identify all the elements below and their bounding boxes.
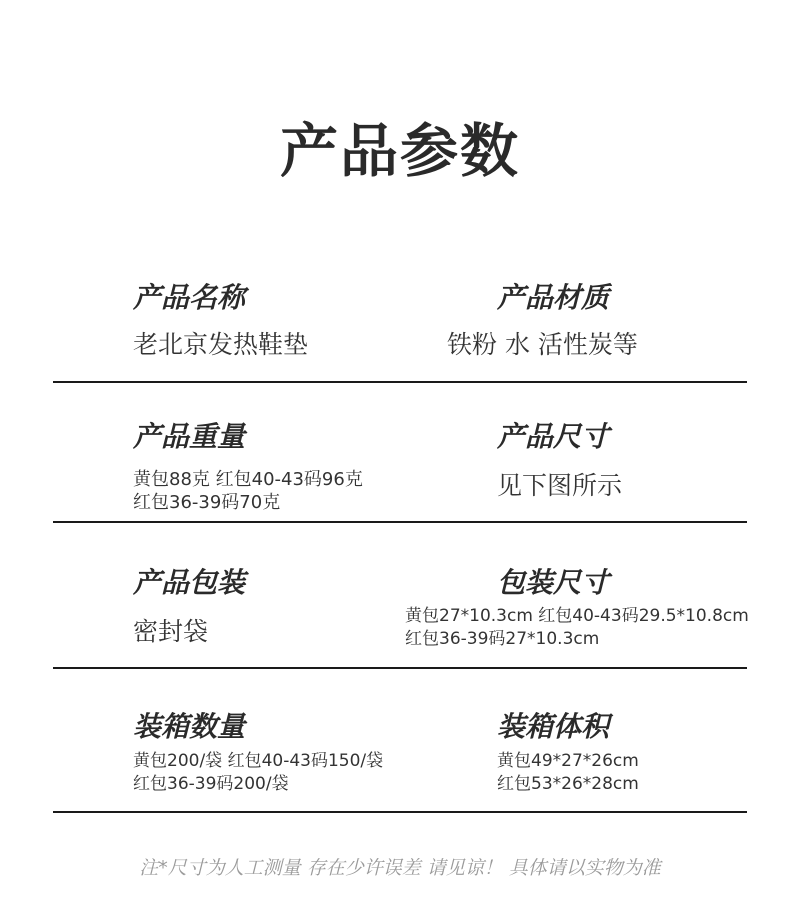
carton-quantity-label: 装箱数量	[133, 710, 246, 743]
row-divider	[53, 381, 747, 383]
product-size-value: 见下图所示	[497, 471, 623, 500]
carton-quantity-line-2: 红包36-39码200/袋	[133, 774, 289, 794]
row-divider	[53, 811, 747, 813]
carton-volume-line-1: 黄包49*27*26cm	[497, 751, 639, 771]
carton-quantity-line-1: 黄包200/袋 红包40-43码150/袋	[133, 751, 384, 771]
product-weight-line-1: 黄包88克 红包40-43码96克	[133, 469, 363, 490]
row-divider	[53, 667, 747, 669]
package-size-label: 包装尺寸	[497, 566, 610, 599]
product-name-value: 老北京发热鞋垫	[133, 330, 309, 359]
measurement-disclaimer: 注*尺寸为人工测量 存在少许误差 请见谅！ 具体请以实物为准	[139, 857, 661, 879]
product-packaging-label: 产品包装	[133, 566, 246, 599]
product-material-label: 产品材质	[497, 281, 610, 314]
row-divider	[53, 521, 747, 523]
product-weight-line-2: 红包36-39码70克	[133, 492, 281, 513]
product-weight-label: 产品重量	[133, 420, 246, 453]
carton-volume-line-2: 红包53*26*28cm	[497, 774, 639, 794]
package-size-line-2: 红包36-39码27*10.3cm	[405, 629, 600, 649]
carton-volume-label: 装箱体积	[497, 710, 610, 743]
product-material-value: 铁粉 水 活性炭等	[447, 330, 638, 359]
product-name-label: 产品名称	[133, 281, 246, 314]
package-size-line-1: 黄包27*10.3cm 红包40-43码29.5*10.8cm	[405, 606, 749, 626]
page-title: 产品参数	[279, 117, 520, 185]
product-packaging-value: 密封袋	[133, 617, 209, 646]
product-size-label: 产品尺寸	[497, 420, 610, 453]
